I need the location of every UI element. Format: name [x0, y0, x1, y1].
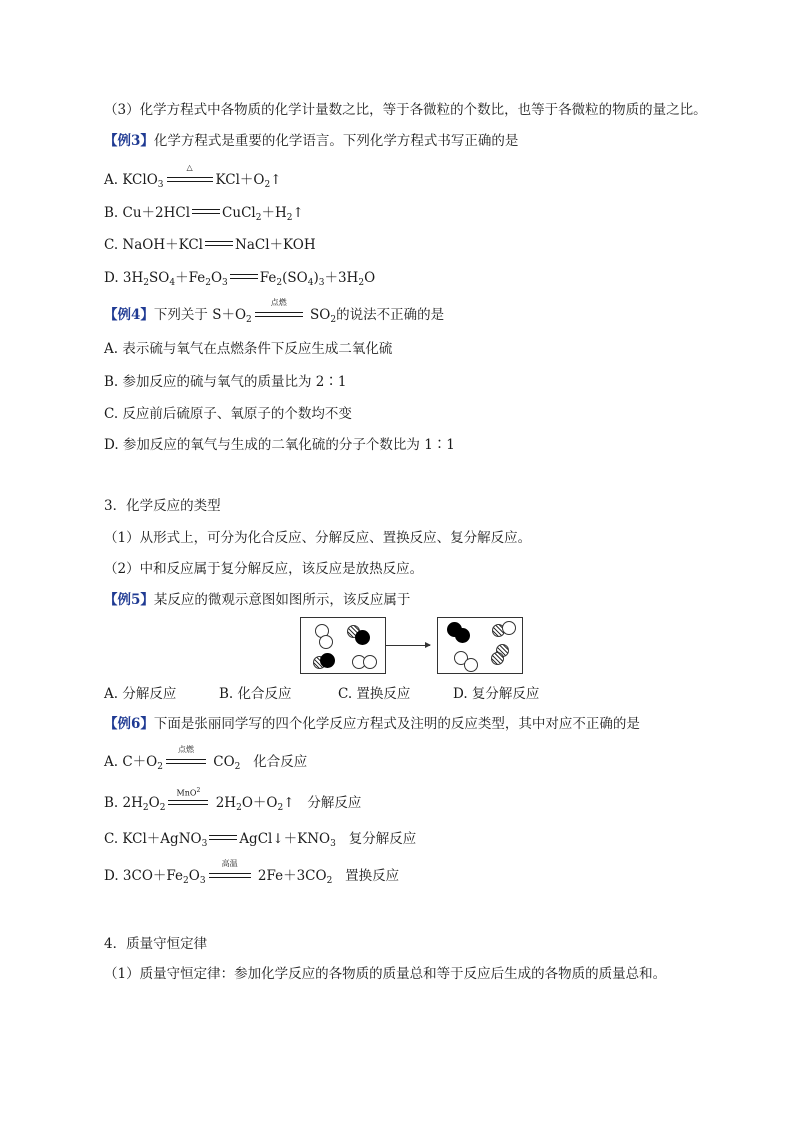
example-5-tag: 【例5】: [104, 592, 154, 608]
section-4-heading: 4．质量守恒定律: [104, 936, 208, 952]
example-3-option-b: B. Cu＋2HCl $CuCl_2+H_2↑$: [104, 205, 304, 223]
heat-arrow: △: [167, 172, 213, 186]
section-3-point-1: （1）从形式上，可分为化合反应、分解反应、置换反应、复分解反应。: [104, 530, 532, 546]
example-4-option-a: A. 表示硫与氧气在点燃条件下反应生成二氧化硫: [104, 341, 393, 357]
products-box: [437, 617, 523, 674]
reaction-type: 化合反应: [253, 754, 308, 770]
section-3-point-2: （2）中和反应属于复分解反应，该反应是放热反应。: [104, 561, 424, 577]
black-atom: [455, 628, 470, 643]
example-6-text: 下面是张丽同学写的四个化学反应方程式及注明的反应类型，其中对应不正确的是: [153, 716, 640, 732]
example-5-text: 某反应的微观示意图如图所示，该反应属于: [153, 592, 411, 608]
reaction-type: 置换反应: [345, 868, 400, 884]
example-3-option-d: D. $3H_2SO_4+Fe_2O_3$ $Fe_2(SO_4)_3+3H_2O$: [104, 270, 376, 288]
example-5-option-a: A. 分解反应: [104, 686, 177, 702]
high-temp-arrow: 高温: [209, 868, 251, 882]
example-4-text-a: 下列关于 S＋O: [153, 307, 247, 323]
hatched-atom: [491, 652, 504, 665]
example-6-option-a: A. $C+O_2$ 点燃 $CO_2$ 化合反应: [104, 745, 308, 772]
example-6-option-b: B. $2H_2O_2$ MnO$^2$ $2H_2O+O_2↑$ 分解反应: [104, 787, 362, 813]
example-4-option-d: D. 参加反应的氧气与生成的二氧化硫的分子个数比为 1∶1: [104, 437, 455, 453]
white-atom: [502, 621, 516, 635]
example-6-option-d: D. $3CO+Fe_2O_3$ 高温 $2Fe+3CO_2$ 置换反应: [104, 859, 400, 886]
example-6-option-c: C. KCl＋AgNO$_3$ $AgCl↓+KNO_3$ 复分解反应: [104, 831, 417, 849]
ignite-arrow: 点燃: [255, 307, 303, 321]
section-4-point-1: （1）质量守恒定律：参加化学反应的各物质的质量总和等于反应后生成的各物质的质量总和。: [104, 966, 667, 982]
paragraph-3: （3）化学方程式中各物质的化学计量数之比，等于各微粒的个数比，也等于各微粒的物质的量之比。: [104, 102, 707, 118]
white-atom: [363, 655, 377, 669]
example-5-option-b: B. 化合反应: [219, 686, 292, 702]
example-3-option-a: A. KClO$_3$ △ $KCl+O_2↑$: [104, 163, 282, 190]
catalyst-arrow: MnO$^2$: [168, 795, 208, 809]
black-atom: [355, 630, 370, 645]
ignite-arrow: 点燃: [166, 754, 206, 768]
example-3-text: 化学方程式是重要的化学语言。下列化学方程式书写正确的是: [153, 133, 519, 149]
example-5-option-c: C. 置换反应: [338, 686, 411, 702]
reactants-box: [300, 617, 386, 674]
example-5-options: [104, 684, 539, 704]
example-4-stem: 【例4】下列关于 $S+O_2$ 点燃 $SO_2$的说法不正确的是: [104, 298, 445, 325]
example-3-tag: 【例3】: [104, 133, 154, 149]
example-6-stem: [104, 714, 640, 734]
example-5-stem: [104, 590, 410, 610]
white-atom: [464, 658, 478, 672]
black-atom: [320, 653, 335, 668]
reaction-type: 复分解反应: [348, 831, 417, 847]
example-3-option-c: C. NaOH＋KCl NaCl＋KOH: [104, 237, 316, 253]
example-5-option-d: D. 复分解反应: [453, 686, 540, 702]
example-4-text-c: 的说法不正确的是: [336, 307, 445, 323]
example-4-tag: 【例4】: [104, 307, 154, 323]
reaction-arrow: [386, 645, 430, 646]
reaction-type: 分解反应: [307, 795, 362, 811]
example-3-stem: [104, 131, 518, 151]
example-4-option-c: C. 反应前后硫原子、氧原子的个数均不变: [104, 406, 352, 422]
example-6-tag: 【例6】: [104, 716, 154, 732]
white-atom: [319, 635, 333, 649]
example-4-text-b: SO: [310, 307, 331, 323]
section-3-heading: 3．化学反应的类型: [104, 498, 221, 514]
example-4-option-b: B. 参加反应的硫与氧气的质量比为 2∶1: [104, 374, 347, 390]
